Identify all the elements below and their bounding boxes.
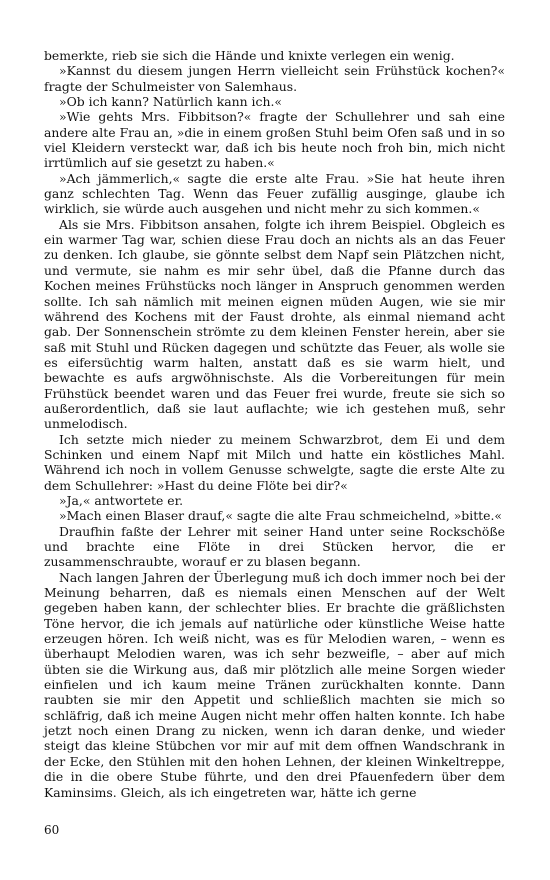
page-number: 60: [44, 823, 60, 837]
paragraph: Nach langen Jahren der Überlegung muß ich doch immer noch bei der Meinung beharren, daß es niemals einen Menschen auf der Welt gegeben haben kann, der schlechter blies. Er brachte die gräßlichsten Töne hervor, die ich jemals auf natürliche oder künstliche Weise hatte erzeugen hören. Ich weiß nicht, was es für Melodien waren, – wenn es überhaupt Melodien waren, was ich sehr bezweifle, – aber auf mich übten sie die Wirkung aus, daß mir plötzlich alle meine Sorgen wieder einfielen und ich kaum meine Tränen zurückhalten konnte. Dann raubten sie mir den Appetit und schließlich machten sie mich so schläfrig, daß ich meine Augen nicht mehr offen halten konnte. Ich habe jetzt noch einen Drang zu nicken, wenn ich daran denke, und wieder steigt das kleine Stübchen vor mir auf mit dem offnen Wandschrank in der Ecke, den Stühlen mit den hohen Lehnen, der kleinen Winkeltreppe, die in die obere Stube führte, und den drei Pfauenfedern über dem Kaminsims. Gleich, als ich eingetreten war, hätte ich gerne: [44, 569, 505, 800]
paragraph: Draufhin faßte der Lehrer mit seiner Hand unter seine Rockschöße und brachte eine Flöte in drei Stücken hervor, die er zusammenschraubte, worauf er zu blasen begann.: [44, 523, 505, 570]
paragraph: »Kannst du diesem jungen Herrn vielleicht sein Frühstück kochen?« fragte der Schulmeister von Salemhaus.: [44, 63, 505, 94]
paragraph: bemerkte, rieb sie sich die Hände und knixte verlegen ein wenig.: [44, 48, 455, 63]
paragraph: Als sie Mrs. Fibbitson ansahen, folgte ich ihrem Beispiel. Obgleich es ein warmer Tag war, schien diese Frau doch an nichts als an das Feuer zu denken. Ich glaube, sie gönnte selbst dem Napf sein Plätzchen nicht, und vermute, sie nahm es mir sehr übel, daß die Pfanne durch das Kochen meines Frühstücks noch länger in Anspruch genommen werden sollte. Ich sah nämlich mit meinen eignen müden Augen, wie sie mir während des Kochens mit der Faust drohte, als einmal niemand acht gab. Der Sonnenschein strömte zu dem kleinen Fenster herein, aber sie saß mit Stuhl und Rücken dagegen und schützte das Feuer, als wolle sie es eifersüchtig warm halten, anstatt daß es sie warm hielt, und bewachte es aufs argwöhnischste. Als die Vorbereitungen für mein Frühstück beendet waren und das Feuer frei wurde, freute sie sich so außerordentlich, daß sie laut auflachte; wie ich gestehen muß, sehr unmelodisch.: [44, 216, 505, 432]
body-text: [44, 48, 505, 800]
paragraph: »Wie gehts Mrs. Fibbitson?« fragte der Schullehrer und sah eine andere alte Frau an, »die in einem großen Stuhl beim Ofen saß und in so viel Kleidern versteckt war, daß ich bis heute noch froh bin, mich nicht irrtümlich auf sie gesetzt zu haben.«: [44, 109, 505, 171]
paragraph: Ich setzte mich nieder zu meinem Schwarzbrot, dem Ei und dem Schinken und einem Napf mit Milch und hatte ein köstliches Mahl. Während ich noch in vollem Genusse schwelgte, sagte die erste Alte zu dem Schullehrer: »Hast du deine Flöte bei dir?«: [44, 431, 505, 493]
paragraph: »Ja,« antwortete er.: [59, 492, 184, 508]
paragraph: »Ob ich kann? Natürlich kann ich.«: [59, 94, 282, 110]
paragraph: »Ach jämmerlich,« sagte die erste alte Frau. »Sie hat heute ihren ganz schlechten Tag. Wenn das Feuer zufällig ausginge, glaube ich wirklich, sie würde auch ausgehen und nicht mehr zu sich kommen.«: [44, 170, 505, 217]
paragraph: »Mach einen Blaser drauf,« sagte die alte Frau schmeichelnd, »bitte.«: [59, 508, 503, 524]
